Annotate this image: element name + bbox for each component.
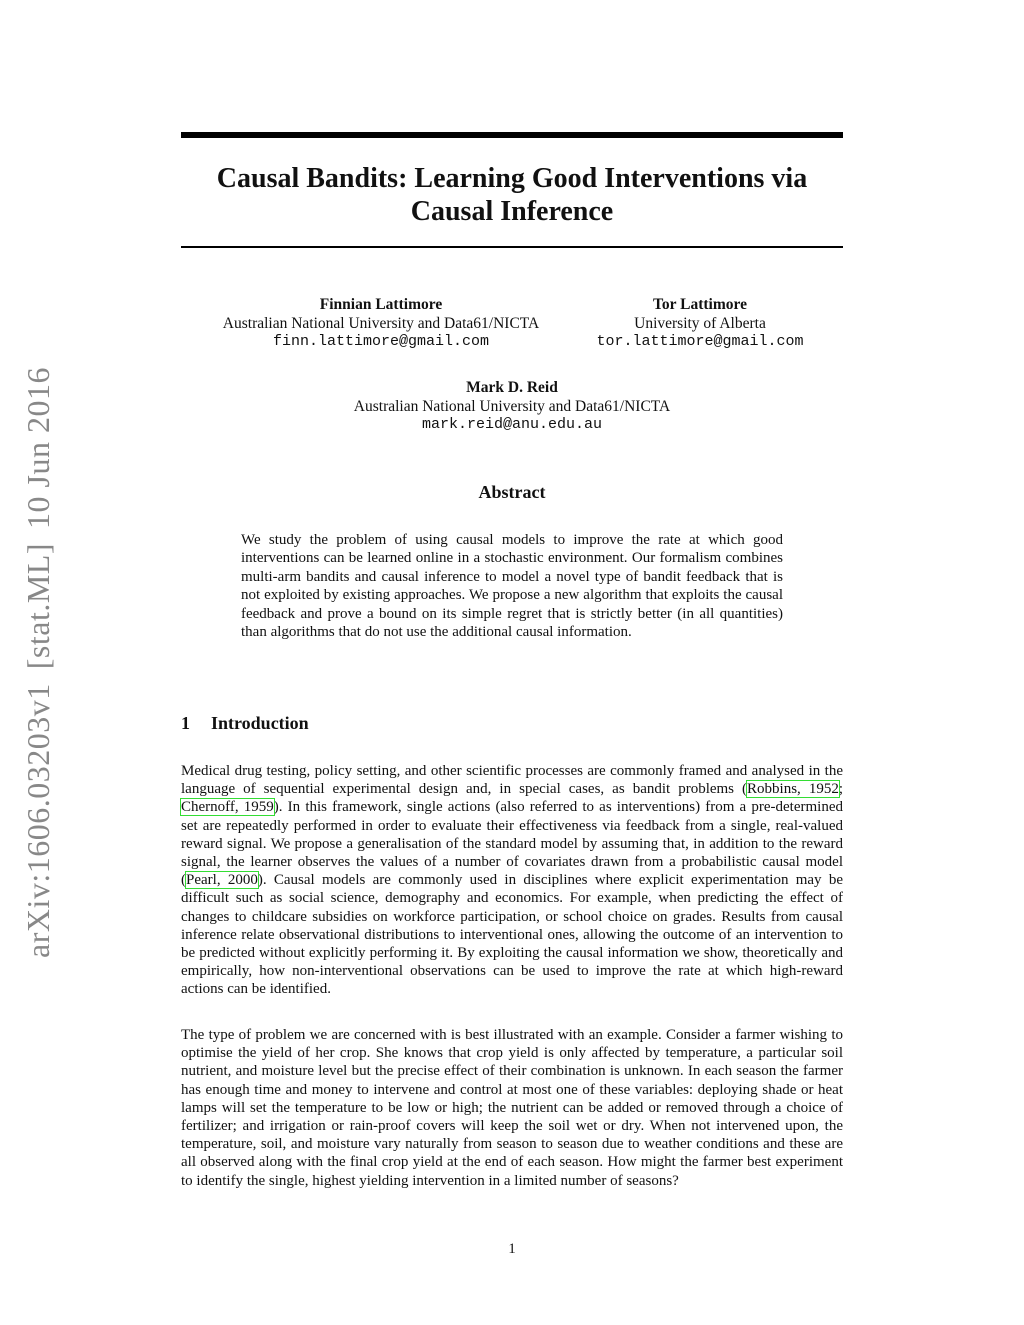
- abstract-text: We study the problem of using causal models to improve the rate at which good interventions can be learned online in a stochastic environment. Our formalism combines multi-arm bandits and causal inference to model a novel type of bandit feedback that is not exploited by existing approaches. We propose a new algorithm that exploits the causal feedback and prove a bound on its simple regret that is strictly better (in all quantities) than algorithms that do not use the additional causal information.: [241, 532, 783, 641]
- paragraph-text: ). In this framework, single actions (also referred to as interventions) from a pre-determined set are repeatedly performed in order to evaluate their effectiveness via feedback from a single, real-valued reward signal. We propose a generalisation of the standard model by assuming that, in addition to the reward signal, the learner observes the values of a number of covariates drawn from a probabilistic causal model (: [181, 799, 843, 889]
- arxiv-stamp: [20, 353, 57, 958]
- paper-title: [181, 162, 843, 228]
- author-name: Mark D. Reid: [466, 379, 558, 396]
- author-affiliation: Australian National University and Data61/NICTA: [222, 314, 540, 332]
- author-name: Tor Lattimore: [653, 296, 747, 313]
- arxiv-id: arXiv:1606.03203v1: [20, 683, 56, 958]
- citation-link[interactable]: Pearl, 2000: [186, 872, 258, 889]
- author-affiliation: Australian National University and Data61/NICTA: [353, 397, 671, 415]
- arxiv-category: [stat.ML]: [20, 543, 56, 670]
- citation-link[interactable]: Chernoff, 1959: [181, 799, 274, 816]
- section-heading: [181, 713, 309, 734]
- author-email[interactable]: tor.lattimore@gmail.com: [596, 333, 804, 350]
- intro-paragraph-1: [181, 762, 843, 999]
- author-email[interactable]: mark.reid@anu.edu.au: [421, 416, 603, 433]
- section-number: 1: [181, 713, 190, 733]
- title-rule-bottom: [181, 246, 843, 248]
- intro-paragraph-2: The type of problem we are concerned with is best illustrated with an example. Consider a farmer wishing to optimise the yield of her crop. She knows that crop yield is only affected by temperature, a particular soil nutrient, and moisture level but the precise effect of their combination is unknown. In each season the farmer has enough time and money to intervene and control at most one of these variables: deploying shade or heat lamps will set the temperature to be low or high; the nutrient can be added or removed through a choice of fertilizer; and irrigation or rain-proof covers will keep the soil wet or dry. When not intervened upon, the temperature, soil, and moisture vary naturally from season to season due to weather conditions and these are all observed along with the final crop yield at the end of each season. How might the farmer best experiment to identify the single, highest yielding intervention in a limited number of seasons?: [181, 1027, 843, 1189]
- citation-separator: ;: [838, 781, 843, 798]
- author-block: [570, 296, 830, 352]
- section-title: Introduction: [211, 713, 309, 733]
- arxiv-date: 10 Jun 2016: [20, 367, 56, 529]
- abstract-heading: Abstract: [478, 482, 546, 502]
- author-block: [262, 379, 762, 435]
- author-block: [181, 296, 581, 352]
- title-rule-top: [181, 132, 843, 138]
- author-affiliation: University of Alberta: [634, 314, 766, 332]
- author-name: Finnian Lattimore: [319, 296, 443, 313]
- title-line-2: Causal Inference: [410, 196, 614, 227]
- paragraph-text: ). Causal models are commonly used in disciplines where explicit experimentation may be difficult such as social science, demography and economics. For example, when predicting the effect of changes to childcare subsidies on workforce participation, or school choice on grades. Results from causal inference relate observational distributions to interventional ones, allowing the outcome of an intervention to be predicted without explicitly performing it. By exploiting the causal information we show, theoretically and empirically, how non-interventional observations can be used to improve the rate at which high-reward actions can be identified.: [181, 872, 843, 998]
- citation-link[interactable]: Robbins, 1952: [747, 781, 839, 798]
- page-number: 1: [508, 1241, 516, 1257]
- paragraph-text: Medical drug testing, policy setting, and other scientific processes are commonly framed and analysed in the language of sequential experimental design and, in special cases, as bandit problems (: [181, 763, 843, 798]
- title-line-1: Causal Bandits: Learning Good Interventions via: [216, 163, 808, 194]
- author-email[interactable]: finn.lattimore@gmail.com: [272, 333, 490, 350]
